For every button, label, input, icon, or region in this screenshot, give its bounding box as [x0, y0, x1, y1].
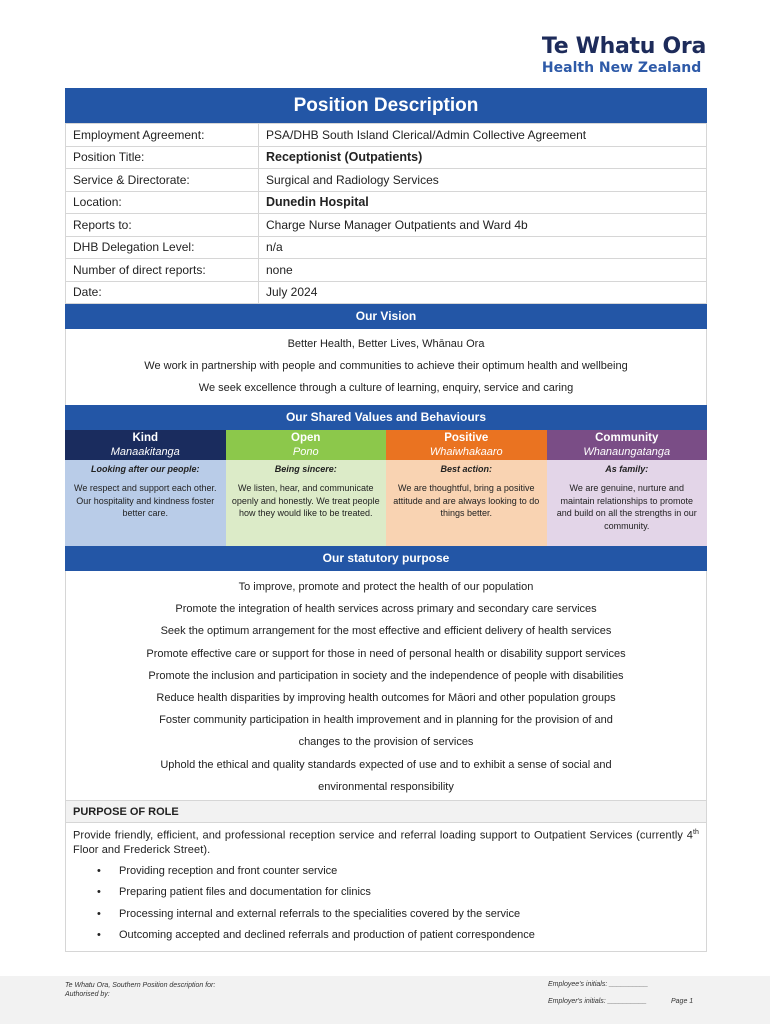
values-grid	[65, 430, 707, 546]
purpose-section	[65, 571, 707, 801]
table-row	[66, 259, 707, 282]
value-lead: Being sincere:	[274, 464, 337, 474]
vision-line: Better Health, Better Lives, Whānau Ora	[287, 338, 485, 350]
role-bullet-text: Preparing patient files and documentation for clinics	[119, 886, 371, 899]
info-value: Dunedin Hospital	[259, 191, 707, 214]
info-value: none	[259, 259, 707, 282]
purpose-line: Promote the inclusion and participation in society and the independence of people with disabilities	[148, 669, 624, 682]
value-header	[547, 430, 708, 460]
purpose-line: To improve, promote and protect the health of our population	[238, 581, 534, 593]
logo	[542, 34, 706, 76]
info-label: Date:	[66, 281, 259, 304]
logo-title: Te Whatu Ora	[541, 34, 706, 59]
value-maori-name: Whanaungatanga	[583, 446, 671, 458]
role-bullet-text: Processing internal and external referrals to the specialities covered by the service	[119, 907, 521, 920]
footer-left	[65, 981, 215, 999]
value-maori-name: Pono	[292, 446, 319, 458]
info-label: Employment Agreement:	[66, 124, 259, 147]
value-name: Kind	[132, 432, 159, 444]
vision-heading: Our Vision	[65, 304, 707, 329]
value-positive	[386, 430, 547, 546]
table-row	[66, 169, 707, 192]
value-header	[386, 430, 547, 460]
table-row	[66, 214, 707, 237]
value-kind	[65, 430, 226, 546]
footer-page-number: Page 1	[671, 998, 694, 1005]
footer-employee-initials: Employee's initials: __________	[548, 981, 649, 988]
info-value: PSA/DHB South Island Clerical/Admin Collective Agreement	[259, 124, 707, 147]
value-body	[386, 460, 547, 546]
purpose-heading: Our statutory purpose	[65, 546, 707, 571]
value-maori-name: Manaakitanga	[110, 446, 180, 458]
role-paragraph-sup: th	[692, 829, 699, 837]
position-info-table	[65, 123, 707, 304]
role-heading: PURPOSE OF ROLE	[65, 801, 707, 823]
info-label: Position Title:	[66, 146, 259, 169]
value-community	[547, 430, 708, 546]
purpose-line: Uphold the ethical and quality standards expected of use and to exhibit a sense of social and	[160, 758, 612, 771]
role-paragraph-start: Provide friendly, efficient, and professional reception service and referral loading support to Outpatient Services (currently 4	[73, 829, 693, 842]
info-value: Surgical and Radiology Services	[259, 169, 707, 192]
purpose-line: changes to the provision of services	[298, 736, 474, 749]
role-bullet-list	[73, 861, 699, 947]
value-maori-name: Whaiwhakaaro	[429, 446, 503, 458]
table-row	[66, 124, 707, 147]
values-heading: Our Shared Values and Behaviours	[65, 405, 707, 430]
vision-section	[65, 329, 707, 405]
info-label: DHB Delegation Level:	[66, 236, 259, 259]
table-row	[66, 146, 707, 169]
list-item	[73, 925, 699, 947]
footer-authorised-line: Authorised by:	[65, 991, 110, 998]
list-item	[73, 861, 699, 883]
value-open	[226, 430, 387, 546]
purpose-line: Promote effective care or support for those in need of personal health or disability support services	[146, 647, 626, 660]
table-row	[66, 281, 707, 304]
info-label: Number of direct reports:	[66, 259, 259, 282]
footer-description-line: Te Whatu Ora, Southern Position description for:	[65, 982, 216, 989]
purpose-line: Seek the optimum arrangement for the most effective and efficient delivery of health services	[160, 625, 612, 638]
value-header	[65, 430, 226, 460]
value-description: We respect and support each other. Our hospitality and kindness foster better care.	[74, 483, 217, 518]
logo-subtitle: Health New Zealand	[541, 60, 702, 76]
role-paragraph	[73, 826, 699, 857]
bullet-icon: •	[97, 864, 101, 877]
bullet-icon: •	[97, 907, 101, 920]
value-body	[226, 460, 387, 546]
value-body	[547, 460, 708, 546]
role-paragraph-end: Floor and Frederick Street).	[73, 843, 211, 856]
page-title: Position Description	[65, 88, 707, 123]
value-name: Positive	[444, 432, 489, 444]
value-header	[226, 430, 387, 460]
value-description: We are thoughtful, bring a positive attitude and are always looking to do things better.	[393, 483, 540, 518]
info-label: Reports to:	[66, 214, 259, 237]
table-row	[66, 191, 707, 214]
info-value: n/a	[259, 236, 707, 259]
value-name: Community	[595, 432, 659, 444]
list-item	[73, 904, 699, 926]
list-item	[73, 882, 699, 904]
page-footer	[0, 976, 770, 1024]
vision-line: We work in partnership with people and communities to achieve their optimum health and wellbeing	[144, 360, 628, 372]
value-lead: As family:	[605, 464, 649, 474]
value-description: We are genuine, nurture and maintain relationships to promote and build on all the strengths in our community.	[556, 483, 697, 531]
purpose-line: Foster community participation in health improvement and in planning for the provision of and	[159, 714, 613, 727]
value-lead: Looking after our people:	[90, 464, 200, 474]
value-name: Open	[291, 432, 321, 444]
info-value: Charge Nurse Manager Outpatients and Ward 4b	[259, 214, 707, 237]
bullet-icon: •	[97, 929, 101, 942]
footer-employer-initials: Employer's initials: __________	[548, 998, 647, 1005]
purpose-line: Promote the integration of health services across primary and secondary care services	[175, 603, 597, 616]
info-value: Receptionist (Outpatients)	[259, 146, 707, 169]
info-value: July 2024	[259, 281, 707, 304]
purpose-line: environmental responsibility	[318, 780, 454, 793]
role-bullet-text: Providing reception and front counter service	[119, 864, 338, 877]
value-description: We listen, hear, and communicate openly and honestly. We treat people how they would like to be treated.	[231, 483, 380, 518]
value-body	[65, 460, 226, 546]
table-row	[66, 236, 707, 259]
vision-line: We seek excellence through a culture of learning, enquiry, service and caring	[198, 382, 574, 394]
role-bullet-text: Outcoming accepted and declined referrals and production of patient correspondence	[119, 929, 535, 942]
info-label: Location:	[66, 191, 259, 214]
purpose-line: Reduce health disparities by improving health outcomes for Māori and other population groups	[156, 692, 616, 705]
bullet-icon: •	[97, 886, 101, 899]
document-body	[65, 88, 707, 952]
info-label: Service & Directorate:	[66, 169, 259, 192]
role-section	[65, 823, 707, 952]
value-lead: Best action:	[440, 464, 492, 474]
